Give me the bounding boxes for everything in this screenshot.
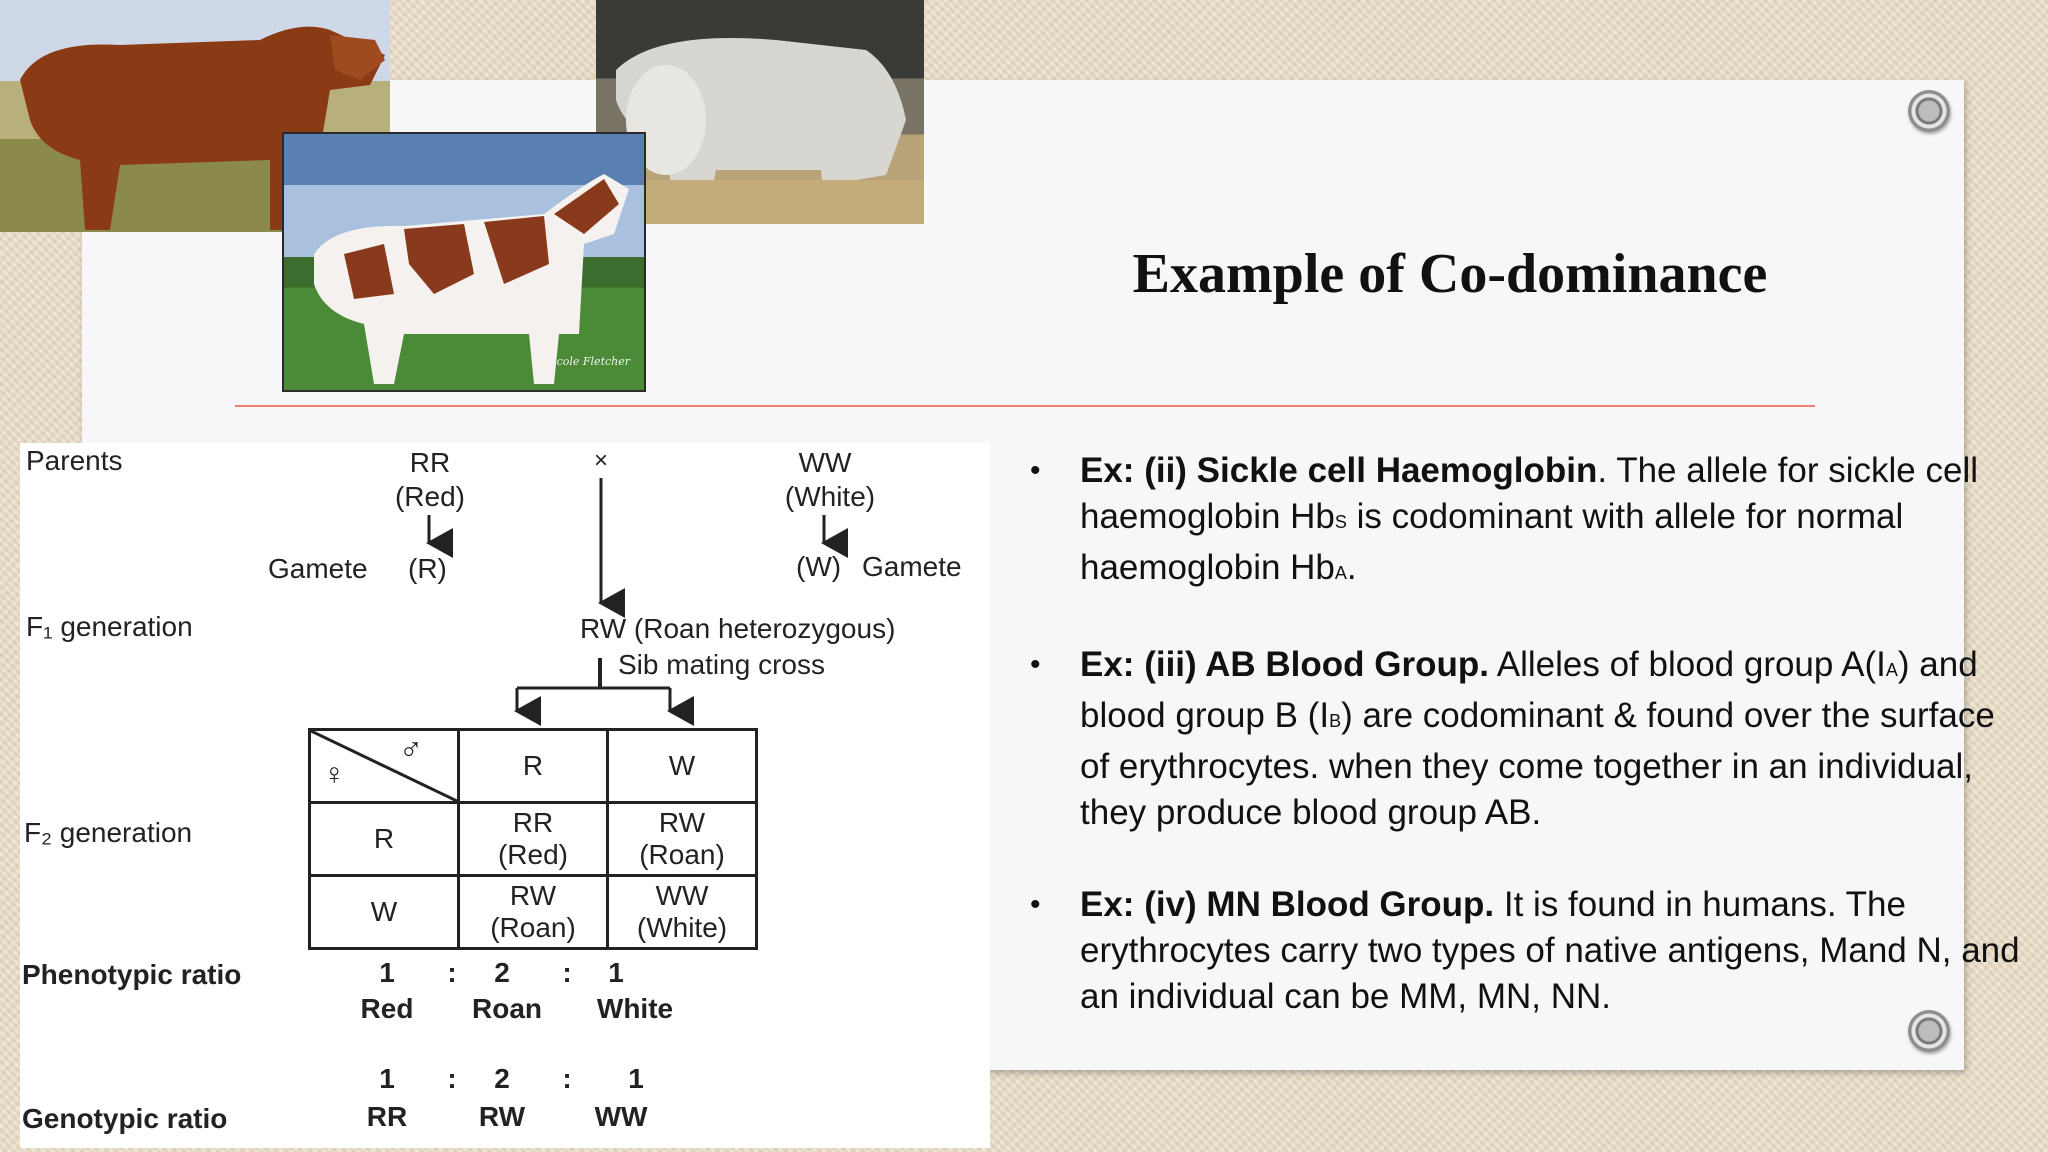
bullet-item <box>1030 882 2020 1020</box>
phenotype-name: Roan <box>472 993 542 1024</box>
sib-mating-label: Sib mating cross <box>618 649 825 680</box>
roan-cow-photo <box>282 132 646 392</box>
phenotype-name: White <box>596 993 674 1024</box>
photo-watermark: Nicole Fletcher <box>543 355 630 368</box>
punnett-cell: WW (White) <box>608 876 757 949</box>
row-header: W <box>310 876 459 949</box>
bullet-heading: Ex: (iii) AB Blood Group. <box>1080 645 1489 684</box>
col-header: R <box>459 730 608 803</box>
ratio-number: 1 <box>628 1063 644 1094</box>
parent2-phenotype: (White) <box>784 481 876 512</box>
bullet-dot-icon: • <box>1030 648 1041 681</box>
codominance-cross-diagram <box>20 443 990 1148</box>
bullet-text: It is found in humans. The erythrocytes carry two types of native antigens, Mand N, and an individual can be MM, MN, NN. <box>1080 885 2020 1016</box>
col-header: W <box>608 730 757 803</box>
genotypic-ratio-label: Genotypic ratio <box>22 1103 228 1134</box>
f1-result: RW (Roan heterozygous) <box>580 613 896 644</box>
bullet-heading: Ex: (ii) Sickle cell Haemoglobin <box>1080 451 1598 490</box>
cross-symbol: × <box>593 447 608 474</box>
phenotypic-ratio-label: Phenotypic ratio <box>22 959 242 990</box>
parent2-genotype: WW <box>798 447 852 478</box>
gamete-right-label: Gamete <box>862 551 962 582</box>
gamete-left: (R) <box>408 553 447 584</box>
bullet-text: . <box>1346 548 1357 587</box>
subscript: A <box>1885 660 1898 680</box>
bullet-dot-icon: • <box>1030 454 1041 487</box>
bullet-text: is codominant with allele for normal haemoglobin Hb <box>1080 497 1904 587</box>
genotype-name: RW <box>478 1101 526 1132</box>
genotype-name: RR <box>366 1101 408 1132</box>
pin-icon <box>1908 90 1950 132</box>
ratio-number: 1 <box>379 957 395 988</box>
parents-label: Parents <box>26 445 123 476</box>
bullet-list <box>1030 448 2020 1066</box>
sex-corner-cell <box>310 730 459 803</box>
ratio-number: 1 <box>608 957 624 988</box>
female-icon: ♀ <box>323 758 346 791</box>
parent1-phenotype: (Red) <box>394 481 465 512</box>
ratio-colon: : <box>447 957 457 988</box>
ratio-number: 2 <box>494 1063 510 1094</box>
parent1-genotype: RR <box>409 447 451 478</box>
bullet-heading: Ex: (iv) MN Blood Group. <box>1080 885 1495 924</box>
subscript: A <box>1334 563 1347 583</box>
punnett-square <box>308 728 758 950</box>
bullet-text: ) and blood group B (I <box>1080 645 1978 735</box>
subscript: B <box>1329 711 1342 731</box>
title-divider <box>235 405 1815 407</box>
bullet-text: Alleles of blood group A(I <box>1488 645 1886 684</box>
male-icon: ♂ <box>399 731 423 767</box>
ratio-colon: : <box>562 957 572 988</box>
bullet-item <box>1030 448 2020 596</box>
bullet-item <box>1030 642 2020 836</box>
phenotype-name: Red <box>360 993 414 1024</box>
bullet-dot-icon: • <box>1030 888 1041 921</box>
punnett-cell: RW (Roan) <box>459 876 608 949</box>
genotype-name: WW <box>594 1101 648 1132</box>
bullet-text: ) are codominant & found over the surface of erythrocytes. when they come together in an individual, they produce blood group AB. <box>1080 696 1995 832</box>
gamete-right: (W) <box>796 551 842 582</box>
punnett-cell: RR (Red) <box>459 803 608 876</box>
ratio-number: 2 <box>494 957 510 988</box>
gamete-left-label: Gamete <box>268 553 368 584</box>
ratio-colon: : <box>562 1063 572 1094</box>
ratio-number: 1 <box>379 1063 395 1094</box>
row-header: R <box>310 803 459 876</box>
f1-label: F₁ generation <box>26 611 193 642</box>
f2-label: F₂ generation <box>24 817 193 848</box>
subscript: S <box>1334 512 1347 532</box>
punnett-cell: RW (Roan) <box>608 803 757 876</box>
bullet-text: . The allele for sickle cell haemoglobin Hb <box>1080 451 1978 536</box>
ratio-colon: : <box>447 1063 457 1094</box>
slide-title: Example of Co-dominance <box>1132 243 1768 305</box>
